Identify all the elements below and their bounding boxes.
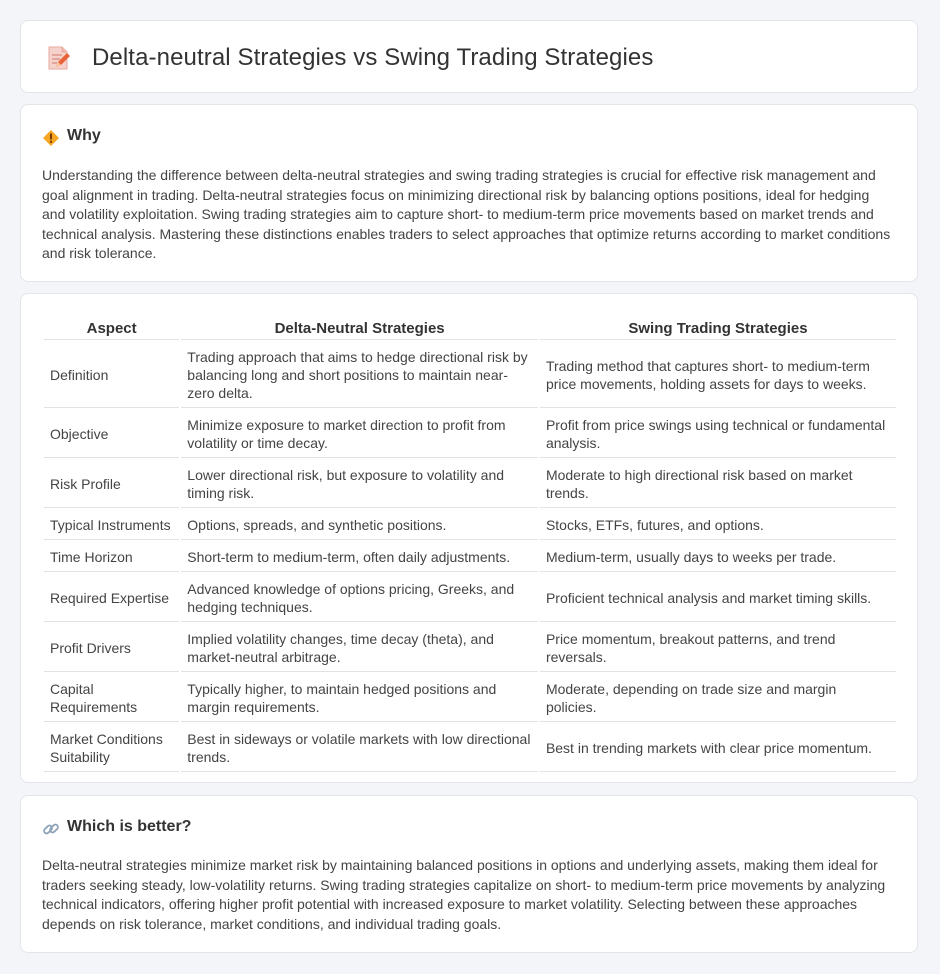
better-body: Delta-neutral strategies minimize market risk by maintaining balanced positions in options and underlying assets, making them ideal for traders seeking steady, low-volatility returns. Swing trading strategies capitalize on short- to medium-term price movements by analyzing technical indicators, offering higher profit potential with increased exposure to market volatility. Selecting between these approaches depends on risk tolerance, market conditions, and individual trading goals. (42, 857, 886, 932)
aspect-cell: Objective (44, 410, 179, 458)
title-card (20, 20, 918, 93)
aspect-cell: Market Conditions Suitability (44, 724, 179, 772)
delta-cell: Minimize exposure to market direction to profit from volatility or time decay. (181, 410, 538, 458)
document-pencil-icon (47, 45, 71, 71)
link-icon (42, 820, 60, 838)
swing-cell: Profit from price swings using technical or fundamental analysis. (540, 410, 896, 458)
comparison-table (42, 315, 898, 774)
swing-cell: Trading method that captures short- to medium-term price movements, holding assets for days to weeks. (540, 342, 896, 408)
delta-cell: Best in sideways or volatile markets with low directional trends. (181, 724, 538, 772)
table-row (44, 624, 896, 672)
aspect-cell: Profit Drivers (44, 624, 179, 672)
which-is-better-section (20, 795, 918, 953)
aspect-cell: Typical Instruments (44, 510, 179, 540)
aspect-cell: Time Horizon (44, 542, 179, 572)
delta-cell: Short-term to medium-term, often daily adjustments. (181, 542, 538, 572)
delta-cell: Options, spreads, and synthetic positions. (181, 510, 538, 540)
aspect-cell: Capital Requirements (44, 674, 179, 722)
why-section (20, 104, 918, 282)
aspect-cell: Definition (44, 342, 179, 408)
table-row (44, 410, 896, 458)
table-row (44, 724, 896, 772)
delta-cell: Lower directional risk, but exposure to volatility and timing risk. (181, 460, 538, 508)
header-swing-trading: Swing Trading Strategies (540, 317, 896, 340)
why-body: Understanding the difference between delta-neutral strategies and swing trading strategies is crucial for effective risk management and goal alignment in trading. Delta-neutral strategies focus on minimizing directional risk by balancing options positions, ideal for hedging and volatility exploitation. Swing trading strategies aim to capture short- to medium-term price movements based on market trends and technical analysis. Mastering these distinctions enables traders to select approaches that optimize returns according to market conditions and risk tolerance. (42, 167, 891, 262)
delta-cell: Trading approach that aims to hedge directional risk by balancing long and short positions to maintain near-zero delta. (181, 342, 538, 408)
swing-cell: Stocks, ETFs, futures, and options. (540, 510, 896, 540)
swing-cell: Price momentum, breakout patterns, and trend reversals. (540, 624, 896, 672)
table-header-row (44, 317, 896, 340)
header-aspect: Aspect (44, 317, 179, 340)
delta-cell: Typically higher, to maintain hedged positions and margin requirements. (181, 674, 538, 722)
table-row (44, 460, 896, 508)
page-title: Delta-neutral Strategies vs Swing Trading Strategies (92, 44, 654, 71)
aspect-cell: Required Expertise (44, 574, 179, 622)
swing-cell: Moderate, depending on trade size and margin policies. (540, 674, 896, 722)
header-delta-neutral: Delta-Neutral Strategies (181, 317, 538, 340)
aspect-cell: Risk Profile (44, 460, 179, 508)
comparison-card (20, 293, 918, 783)
warning-diamond-icon (42, 129, 60, 147)
why-heading: Why (67, 127, 101, 144)
table-row (44, 574, 896, 622)
swing-cell: Best in trending markets with clear price momentum. (540, 724, 896, 772)
delta-cell: Advanced knowledge of options pricing, Greeks, and hedging techniques. (181, 574, 538, 622)
swing-cell: Proficient technical analysis and market timing skills. (540, 574, 896, 622)
table-row (44, 542, 896, 572)
table-row (44, 342, 896, 408)
better-heading: Which is better? (67, 818, 192, 835)
table-row (44, 674, 896, 722)
swing-cell: Medium-term, usually days to weeks per trade. (540, 542, 896, 572)
delta-cell: Implied volatility changes, time decay (theta), and market-neutral arbitrage. (181, 624, 538, 672)
table-row (44, 510, 896, 540)
swing-cell: Moderate to high directional risk based on market trends. (540, 460, 896, 508)
